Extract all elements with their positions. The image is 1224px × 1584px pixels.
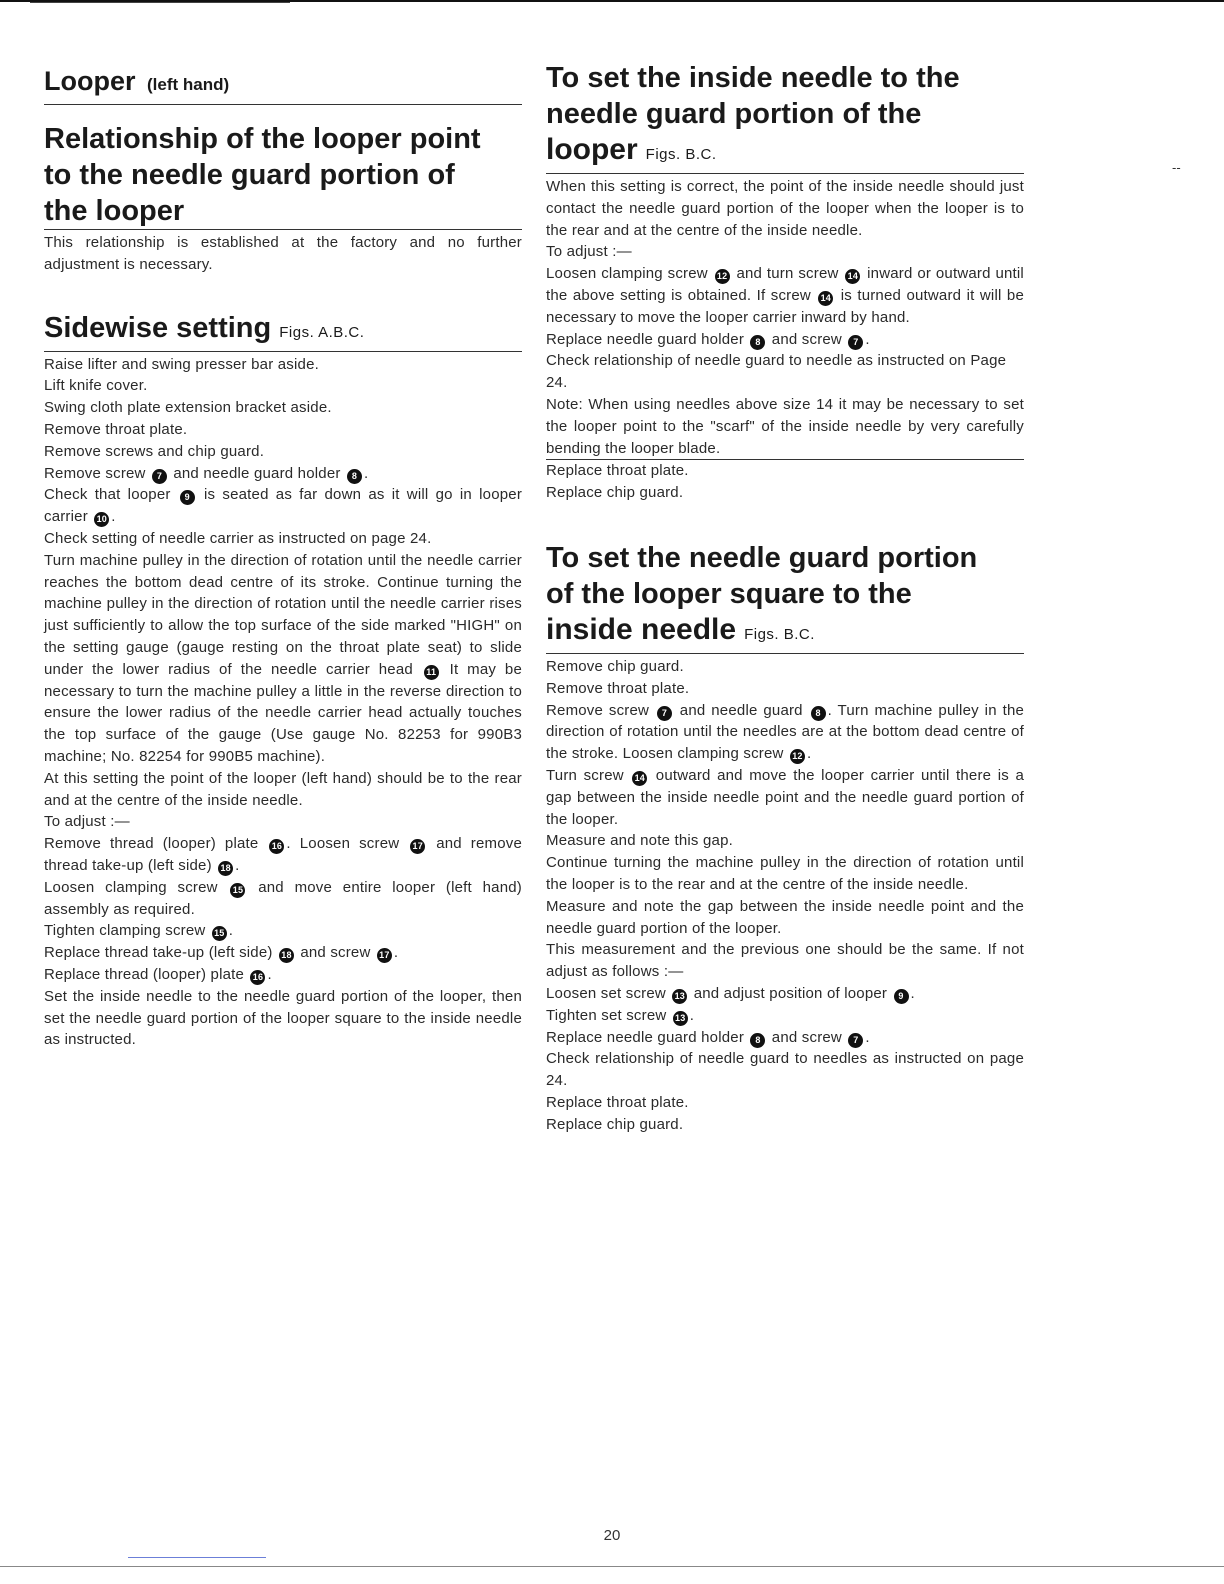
- callout-14: 14: [818, 291, 833, 306]
- callout-13: 13: [673, 1011, 688, 1026]
- step-text: Remove thread (looper) plate 16 . Loosen screw 17 and remove thread take-up (left side) 18 .: [44, 835, 522, 874]
- callout-8: 8: [811, 706, 826, 721]
- step-text: Lift knife cover.: [44, 377, 148, 395]
- note-text: Note: When using needles above size 14 it may be necessary to set the looper point to the "scarf" of the inside needle by very carefully bending the looper blade.: [546, 394, 1024, 460]
- sidewise-setting-heading: Sidewise setting Figs. A.B.C.: [44, 310, 522, 352]
- relationship-text: This relationship is established at the factory and no further adjustment is necessary.: [44, 234, 522, 273]
- step-text: Loosen set screw 13 and adjust position of looper 9 .: [546, 984, 915, 1002]
- callout-14: 14: [632, 771, 647, 786]
- step-text: Remove throat plate.: [44, 420, 188, 438]
- step-text: Check relationship of needle guard to needle as instructed on Page 24.: [546, 352, 1007, 392]
- step-text: Remove chip guard.: [546, 657, 684, 675]
- step-text: Turn machine pulley in the direction of rotation until the needle carrier reaches the bottom dead centre of its stroke. Continue turning the machine pulley in the direction of rotation until the needle carrier rises just sufficiently to allow the top surface of the side marked "HIGH" on the setting gauge (gauge resting on the throat plate seat) to slide under the lower radius of the needle carrier head 11 It may be necessary to turn the machine pulley a little in the reverse direction to ensure the lower radius of the needle carrier head actually touches the top surface of the gauge (Use gauge No. 82253 for 990B3 machine; No. 82254 for 990B5 machine).: [44, 551, 522, 765]
- step-text: When this setting is correct, the point of the inside needle should just contact the needle guard portion of the looper when the looper is to the rear and at the centre of the inside needle.: [546, 178, 1024, 239]
- callout-9: 9: [180, 490, 195, 505]
- callout-18: 18: [279, 948, 294, 963]
- step-text: Remove screw 7 and needle guard 8 . Turn machine pulley in the direction of rotation until the needles are at the bottom dead centre of the stroke. Loosen clamping screw 12 .: [546, 701, 1025, 763]
- callout-12: 12: [715, 269, 730, 284]
- step-text: Measure and note the gap between the inside needle point and the needle guard portion of the looper.: [546, 897, 1024, 937]
- callout-17: 17: [377, 948, 392, 963]
- step-text: At this setting the point of the looper (left hand) should be to the rear and at the centre of the inside needle.: [44, 769, 522, 809]
- right-column: [546, 60, 1024, 1135]
- needle-guard-square-heading: To set the needle guard portion of the looper square to the inside needle Figs. B.C.: [546, 540, 1024, 654]
- step-text: Set the inside needle to the needle guard portion of the looper, then set the needle guard portion of the looper square to the inside needle as instructed.: [44, 987, 522, 1049]
- needle-guard-square-steps: [546, 656, 1024, 1136]
- step-text: Replace chip guard.: [546, 1115, 684, 1133]
- callout-8: 8: [347, 469, 362, 484]
- step-text: Check that looper 9 is seated as far down as it will go in looper carrier 10 .: [44, 486, 523, 526]
- step-text: Measure and note this gap.: [546, 832, 733, 850]
- step-text: Continue turning the machine pulley in the direction of rotation until the looper is to the rear and at the centre of the inside needle.: [546, 854, 1024, 893]
- step-text: Swing cloth plate extension bracket aside.: [44, 399, 332, 417]
- step-text: This measurement and the previous one should be the same. If not adjust as follows :—: [546, 941, 1024, 981]
- margin-mark: --: [1172, 160, 1181, 175]
- step-text: Replace throat plate.: [546, 1093, 689, 1111]
- callout-13: 13: [672, 989, 687, 1004]
- step-text: Replace thread take-up (left side) 18 and screw 17 .: [44, 944, 399, 962]
- step-text: Loosen clamping screw 12 and turn screw 14 inward or outward until the above setting is obtained. If screw 14 is turned outward it will be necessary to move the looper carrier inward by hand.: [546, 265, 1024, 326]
- step-text: Remove screws and chip guard.: [44, 442, 265, 460]
- step-text: Turn screw 14 outward and move the looper carrier until there is a gap between the inside needle point and the needle guard portion of the looper.: [546, 766, 1024, 828]
- step-text: To adjust :—: [44, 813, 130, 831]
- step-text: Tighten set screw 13 .: [546, 1006, 695, 1024]
- callout-15: 15: [230, 883, 245, 898]
- left-column: [44, 60, 522, 1051]
- step-text: Loosen clamping screw 15 and move entire looper (left hand) assembly as required.: [44, 878, 523, 918]
- step-text: Remove screw 7 and needle guard holder 8 .: [44, 464, 369, 482]
- callout-11: 11: [424, 665, 439, 680]
- callout-16: 16: [269, 839, 284, 854]
- callout-12: 12: [790, 749, 805, 764]
- sidewise-steps: [44, 354, 522, 1052]
- bottom-border: [0, 1566, 1224, 1567]
- step-text: To adjust :—: [546, 243, 632, 261]
- callout-14: 14: [845, 269, 860, 284]
- callout-18: 18: [218, 861, 233, 876]
- page-number: 20: [603, 1527, 621, 1544]
- step-text: Replace throat plate.: [546, 462, 689, 480]
- callout-7: 7: [848, 1033, 863, 1048]
- step-text: Replace thread (looper) plate 16 .: [44, 965, 272, 983]
- callout-15: 15: [212, 926, 227, 941]
- relationship-heading: Relationship of the looper point to the needle guard portion of the looper: [44, 121, 522, 230]
- callout-9: 9: [894, 989, 909, 1004]
- step-text: Tighten clamping screw 15 .: [44, 922, 234, 940]
- inside-needle-heading: To set the inside needle to the needle guard portion of the looper Figs. B.C.: [546, 60, 1024, 174]
- callout-16: 16: [250, 970, 265, 985]
- callout-8: 8: [750, 1033, 765, 1048]
- step-text: Check relationship of needle guard to needles as instructed on page 24.: [546, 1050, 1024, 1090]
- step-text: Remove throat plate.: [546, 679, 690, 697]
- step-text: Replace chip guard.: [546, 484, 684, 502]
- step-text: Raise lifter and swing presser bar aside.: [44, 355, 319, 373]
- looper-heading: Looper (left hand): [44, 64, 522, 105]
- callout-17: 17: [410, 839, 425, 854]
- callout-7: 7: [152, 469, 167, 484]
- callout-8: 8: [750, 335, 765, 350]
- top-border-segment: [30, 2, 290, 3]
- callout-10: 10: [94, 512, 109, 527]
- footer-link-underline: [128, 1557, 266, 1558]
- inside-needle-steps: [546, 176, 1024, 504]
- callout-7: 7: [848, 335, 863, 350]
- step-text: Replace needle guard holder 8 and screw 7 .: [546, 330, 870, 348]
- step-text: Replace needle guard holder 8 and screw 7 .: [546, 1028, 870, 1046]
- step-text: Check setting of needle carrier as instructed on page 24.: [44, 529, 432, 547]
- callout-7: 7: [657, 706, 672, 721]
